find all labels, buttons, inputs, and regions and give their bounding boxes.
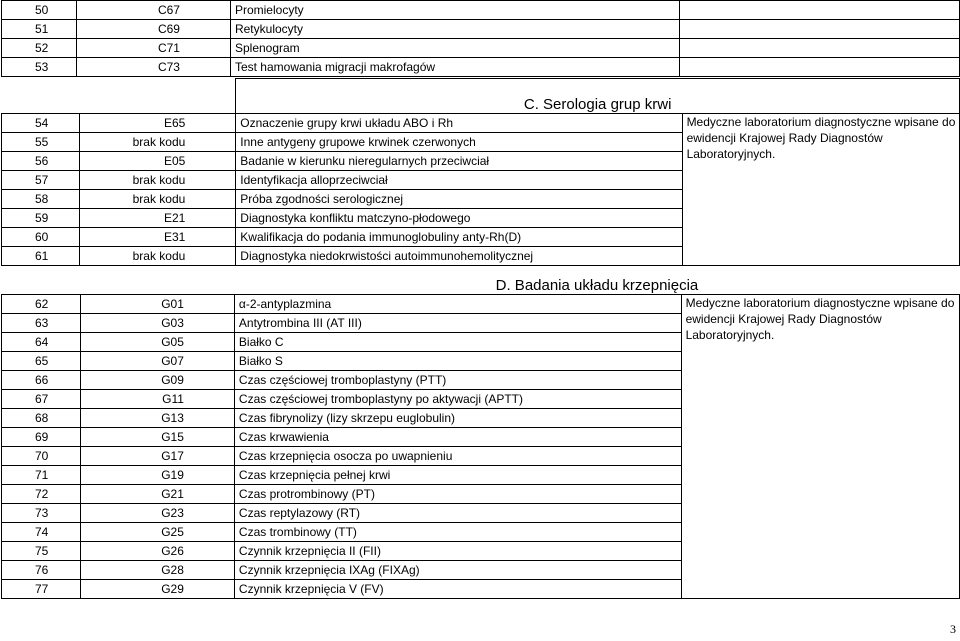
test-code: E21 (80, 209, 236, 228)
laboratory-note: Medyczne laboratorium diagnostyczne wpisane do ewidencji Krajowej Rady Diagnostów Laboratoryjnych. (682, 114, 959, 266)
row-number: 63 (2, 314, 81, 333)
test-code: G13 (80, 409, 234, 428)
test-code: E05 (80, 152, 236, 171)
test-code: G11 (80, 390, 234, 409)
test-code: G21 (80, 485, 234, 504)
row-number: 76 (2, 561, 81, 580)
test-name: Kwalifikacja do podania immunoglobuliny anty-Rh(D) (236, 228, 682, 247)
test-code: C73 (77, 58, 230, 77)
test-name: Czas fibrynolizy (lizy skrzepu euglobulin) (234, 409, 681, 428)
test-name: Czas reptylazowy (RT) (234, 504, 681, 523)
row-number: 52 (2, 39, 77, 58)
row-number: 75 (2, 542, 81, 561)
empty-cell (680, 1, 960, 20)
test-code: C71 (77, 39, 230, 58)
table-row (2, 114, 960, 133)
row-number: 65 (2, 352, 81, 371)
test-code: C67 (77, 1, 230, 20)
test-code: brak kodu (80, 247, 236, 266)
test-name: Diagnostyka konfliktu matczyno-płodowego (236, 209, 682, 228)
test-name: Identyfikacja alloprzeciwciał (236, 171, 682, 190)
table-row (2, 295, 960, 314)
row-number: 51 (2, 20, 77, 39)
section-c-header (2, 79, 960, 114)
section-d-title: D. Badania układu krzepnięcia (495, 277, 699, 294)
test-code: G28 (80, 561, 234, 580)
test-name: Czas krzepnięcia pełnej krwi (234, 466, 681, 485)
test-name: Czas krzepnięcia osocza po uwapnieniu (234, 447, 681, 466)
test-code: E31 (80, 228, 236, 247)
top-table (1, 0, 960, 77)
row-number: 64 (2, 333, 81, 352)
row-number: 69 (2, 428, 81, 447)
section-d-table (1, 260, 960, 599)
row-number: 50 (2, 1, 77, 20)
row-number: 73 (2, 504, 81, 523)
row-number: 66 (2, 371, 81, 390)
test-name: Czynnik krzepnięcia V (FV) (234, 580, 681, 599)
test-name: Białko S (234, 352, 681, 371)
section-c-table (1, 78, 960, 266)
row-number: 54 (2, 114, 80, 133)
row-number: 67 (2, 390, 81, 409)
test-name: Badanie w kierunku nieregularnych przeciwciał (236, 152, 682, 171)
test-code: brak kodu (80, 133, 236, 152)
empty-cell (680, 58, 960, 77)
test-name: Czas częściowej tromboplastyny (PTT) (234, 371, 681, 390)
empty-cell (680, 20, 960, 39)
test-code: G19 (80, 466, 234, 485)
test-name: Promielocyty (230, 1, 679, 20)
test-code: brak kodu (80, 190, 236, 209)
test-code: G09 (80, 371, 234, 390)
test-name: Czas protrombinowy (PT) (234, 485, 681, 504)
test-code: G01 (80, 295, 234, 314)
test-name: Białko C (234, 333, 681, 352)
row-number: 55 (2, 133, 80, 152)
empty-cell (680, 39, 960, 58)
table-row (2, 1, 960, 20)
test-code: G03 (80, 314, 234, 333)
laboratory-note: Medyczne laboratorium diagnostyczne wpisane do ewidencji Krajowej Rady Diagnostów Laboratoryjnych. (681, 295, 959, 599)
table-row (2, 20, 960, 39)
test-name: Test hamowania migracji makrofagów (230, 58, 679, 77)
row-number: 59 (2, 209, 80, 228)
test-code: G17 (80, 447, 234, 466)
row-number: 74 (2, 523, 81, 542)
test-name: Czynnik krzepnięcia II (FII) (234, 542, 681, 561)
test-code: G23 (80, 504, 234, 523)
section-d-header (2, 260, 960, 295)
table-row (2, 58, 960, 77)
test-name: Czas częściowej tromboplastyny po aktywacji (APTT) (234, 390, 681, 409)
test-code: G07 (80, 352, 234, 371)
test-name: Czas krwawienia (234, 428, 681, 447)
page-number: 3 (950, 622, 956, 636)
row-number: 70 (2, 447, 81, 466)
row-number: 61 (2, 247, 80, 266)
test-name: Diagnostyka niedokrwistości autoimmunohemolitycznej (236, 247, 682, 266)
row-number: 56 (2, 152, 80, 171)
test-code: G05 (80, 333, 234, 352)
row-number: 62 (2, 295, 81, 314)
test-name: Inne antygeny grupowe krwinek czerwonych (236, 133, 682, 152)
test-name: Czas trombinowy (TT) (234, 523, 681, 542)
test-name: Antytrombina III (AT III) (234, 314, 681, 333)
test-code: C69 (77, 20, 230, 39)
test-name: Czynnik krzepnięcia IXAg (FIXAg) (234, 561, 681, 580)
test-code: G25 (80, 523, 234, 542)
test-name: Retykulocyty (230, 20, 679, 39)
row-number: 60 (2, 228, 80, 247)
row-number: 58 (2, 190, 80, 209)
row-number: 68 (2, 409, 81, 428)
row-number: 57 (2, 171, 80, 190)
test-code: E65 (80, 114, 236, 133)
test-code: G15 (80, 428, 234, 447)
table-row (2, 39, 960, 58)
test-code: brak kodu (80, 171, 236, 190)
test-code: G29 (80, 580, 234, 599)
test-name: Próba zgodności serologicznej (236, 190, 682, 209)
section-c-title: C. Serologia grup krwi (523, 96, 672, 113)
row-number: 71 (2, 466, 81, 485)
test-code: G26 (80, 542, 234, 561)
test-name: Oznaczenie grupy krwi układu ABO i Rh (236, 114, 682, 133)
row-number: 53 (2, 58, 77, 77)
row-number: 72 (2, 485, 81, 504)
test-name: Splenogram (230, 39, 679, 58)
test-name: α-2-antyplazmina (234, 295, 681, 314)
row-number: 77 (2, 580, 81, 599)
